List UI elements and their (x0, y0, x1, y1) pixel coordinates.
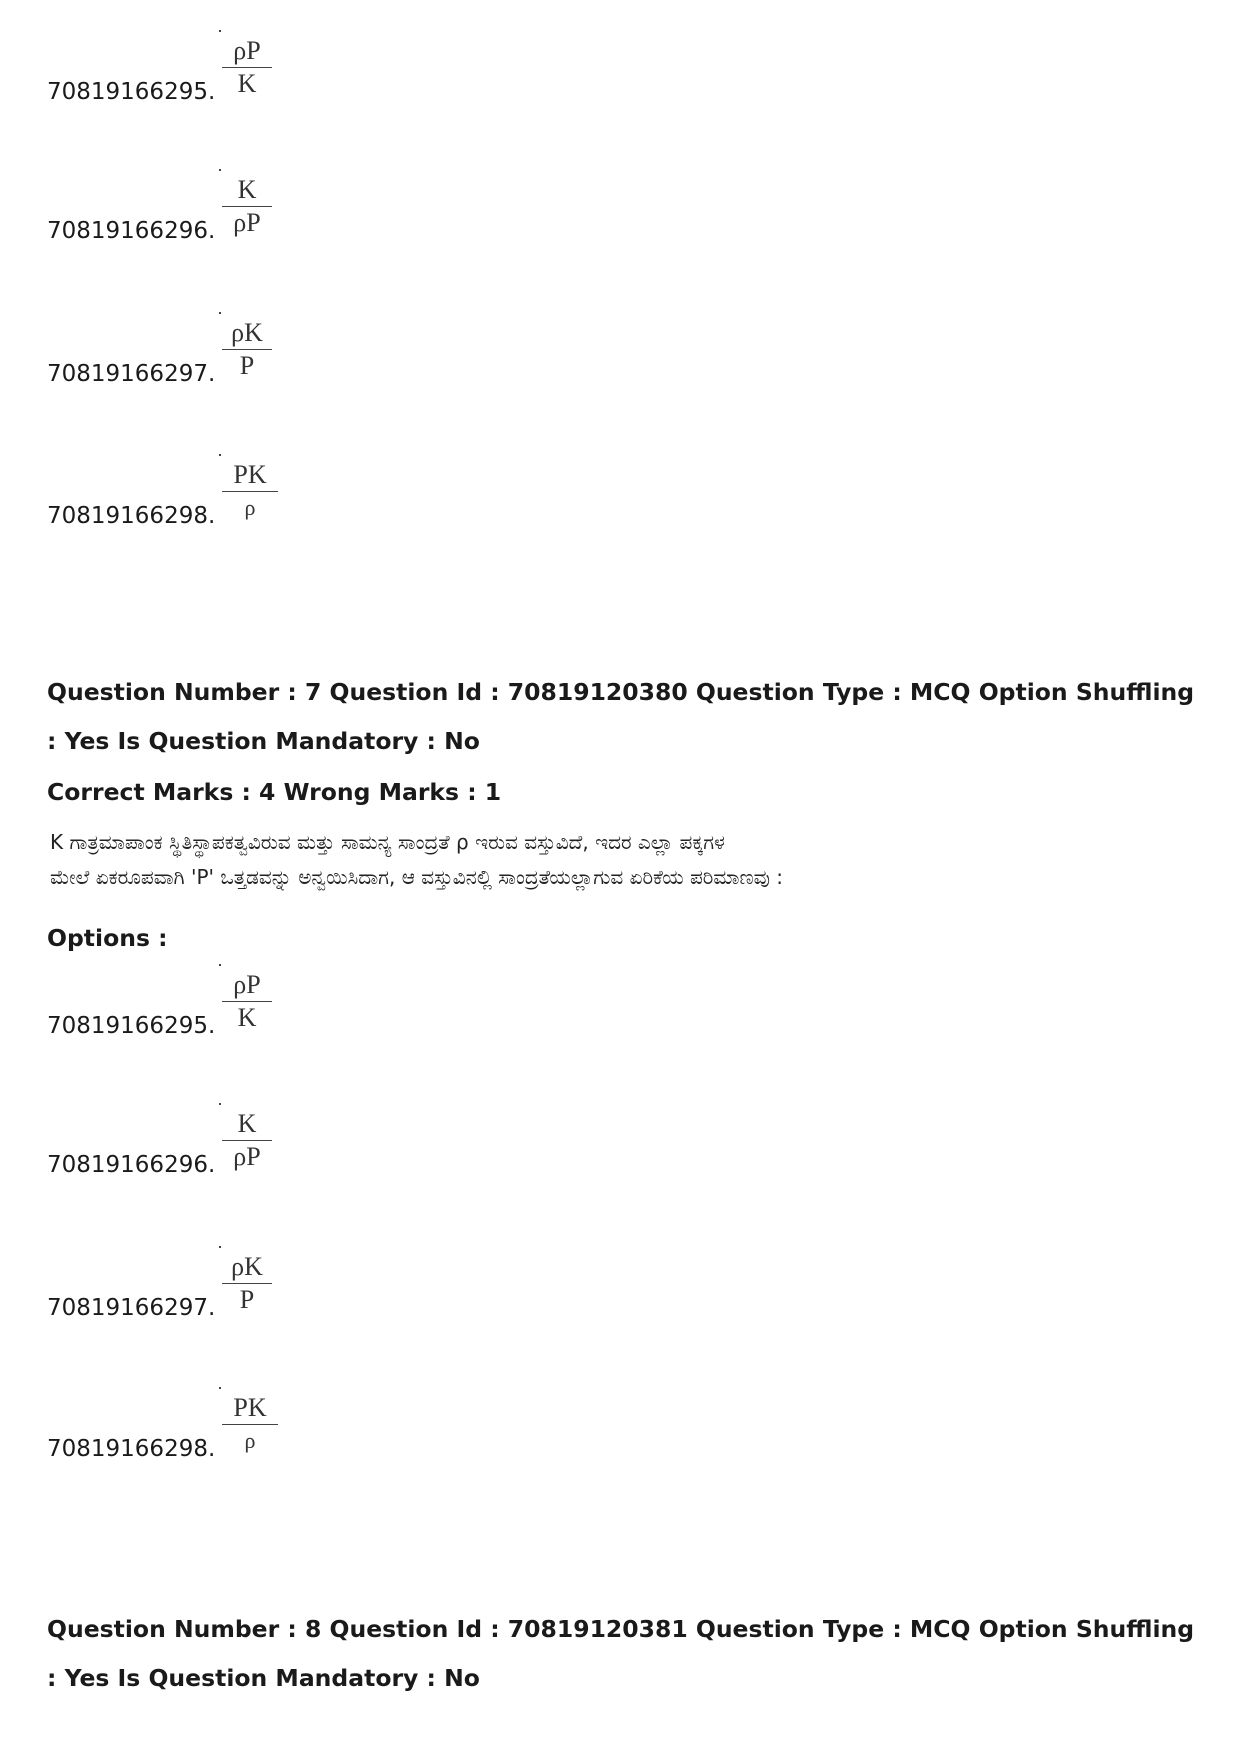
option-fraction (222, 1109, 272, 1172)
fraction-numerator: ρP (222, 970, 272, 1002)
question-7-marks: Correct Marks : 4 Wrong Marks : 1 (47, 778, 502, 806)
fraction-numerator: ρK (222, 1252, 272, 1284)
question-7-text-line-2: ಮೇಲೆ ಏಕರೂಪವಾಗಿ 'P' ಒತ್ತಡವನ್ನು ಅನ್ವಯಿಸಿದಾಗ, ಆ ವಸ್ತುವಿನಲ್ಲಿ ಸಾಂದ್ರತೆಯಲ್ಲಾಗುವ ಏರಿಕೆಯ ಪರಿಮಾಣವು : (50, 865, 784, 889)
option-fraction (222, 970, 272, 1033)
fraction-mark (219, 169, 221, 171)
fraction-denominator: ρP (233, 1142, 261, 1171)
option-id: 70819166295. (47, 79, 216, 105)
option-fraction (222, 1252, 272, 1315)
option-id: 70819166298. (47, 503, 216, 529)
fraction-numerator: ρK (222, 318, 272, 350)
fraction-mark (219, 1387, 221, 1389)
fraction-mark (219, 1103, 221, 1105)
option-row (47, 460, 447, 530)
option-id: 70819166297. (47, 361, 216, 387)
option-id: 70819166298. (47, 1436, 216, 1462)
fraction-numerator: K (222, 175, 272, 207)
option-fraction (222, 1393, 278, 1456)
fraction-denominator: P (239, 351, 255, 380)
fraction-numerator: K (222, 1109, 272, 1141)
question-7-text-line-1: K ಗಾತ್ರಮಾಪಾಂಕ ಸ್ಥಿತಿಸ್ಥಾಪಕತ್ವವಿರುವ ಮತ್ತು ಸಾಮನ್ಯ ಸಾಂದ್ರತೆ ρ ಇರುವ ವಸ್ತುವಿದೆ, ಇದರ ಎಲ್ಲಾ ಪಕ್ಕಗಳ (50, 830, 725, 854)
fraction-numerator: PK (222, 1393, 278, 1425)
fraction-mark (219, 1246, 221, 1248)
option-id: 70819166295. (47, 1013, 216, 1039)
question-7-header: Question Number : 7 Question Id : 70819120380 Question Type : MCQ Option Shuffling : Yes Is Question Mandatory : No (47, 678, 1195, 755)
fraction-mark (219, 30, 221, 32)
option-row (47, 1109, 447, 1179)
option-id: 70819166296. (47, 1152, 216, 1178)
fraction-numerator: PK (222, 460, 278, 492)
fraction-denominator: ρP (233, 208, 261, 237)
fraction-denominator: K (237, 1003, 257, 1032)
options-label: Options : (47, 924, 168, 952)
option-row (47, 1252, 447, 1322)
option-id: 70819166296. (47, 218, 216, 244)
fraction-mark (219, 454, 221, 456)
fraction-denominator: ρ (244, 495, 256, 520)
option-row (47, 318, 447, 388)
option-fraction (222, 318, 272, 381)
option-row (47, 36, 447, 106)
fraction-denominator: K (237, 69, 257, 98)
fraction-numerator: ρP (222, 36, 272, 68)
option-fraction (222, 460, 278, 523)
fraction-denominator: ρ (244, 1428, 256, 1453)
fraction-mark (219, 964, 221, 966)
option-row (47, 175, 447, 245)
fraction-mark (219, 312, 221, 314)
option-id: 70819166297. (47, 1295, 216, 1321)
option-row (47, 1393, 447, 1463)
option-fraction (222, 175, 272, 238)
option-fraction (222, 36, 272, 99)
question-7-text (50, 825, 950, 895)
question-8-header: Question Number : 8 Question Id : 70819120381 Question Type : MCQ Option Shuffling : Yes Is Question Mandatory : No (47, 1615, 1195, 1692)
option-row (47, 970, 447, 1040)
fraction-denominator: P (239, 1285, 255, 1314)
